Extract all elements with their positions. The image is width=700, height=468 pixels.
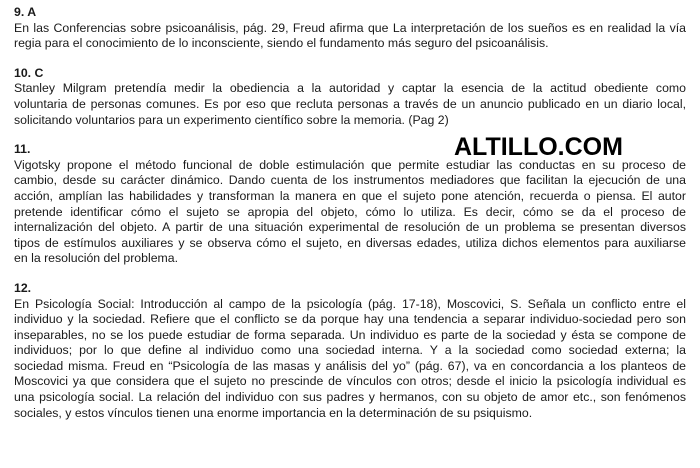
answer-paragraph [14,297,686,422]
paragraph-line: inseparables, no se los puede estudiar de forma separada. Un individuo es parte de la sociedad y ésta se compone de [14,327,686,342]
paragraph-line: pretende identificar cómo el sujeto se apropia del objeto, cómo lo utiliza. Es decir, cómo se da el proceso de [14,204,686,219]
paragraph-line: voluntaria de personas comunes. Es por eso que recluta personas a través de un anuncio publicado en un diario local, [14,96,686,111]
paragraph-line: sociedad misma. Freud en “Psicología de las masas y análisis del yo” (pág. 67), va en concordancia a los planteos de [14,358,686,373]
answer-section-10 [14,66,686,128]
paragraph-line: en la resolución del problema. [14,251,179,266]
paragraph-line: acción, amplían las habilidades y transforman la manera en que el sujeto pone atención, recuerda o piensa. El autor [14,188,686,203]
paragraph-line: una psicología social. La relación del individuo con sus padres y hermanos, con su objeto de amor etc., son fenómenos [14,390,686,405]
answer-section-12 [14,281,686,421]
paragraph-line: individuos; por lo que define al individuo como una sociedad interna. Y a la sociedad como sociedad externa; la [14,343,686,358]
answer-heading: 9. A [14,5,37,19]
answer-heading: 10. C [14,65,44,80]
paragraph-line: regia para el conocimiento de lo inconsciente, siendo el fundamento más seguro del psicoanálisis. [14,36,549,51]
paragraph-line: tipos de estímulos auxiliares y se observa cómo el sujeto, en diversas edades, utiliza dichos elementos para auxiliarse [14,235,686,250]
paragraph-line: En Psicología Social: Introducción al campo de la psicología (pág. 17-18), Moscovici, S. Señala un conflicto entre el [14,296,686,311]
document-page [14,5,686,435]
answer-paragraph [14,158,686,267]
answer-paragraph [14,81,686,128]
paragraph-line: Moscovici ya que considera que el sujeto no prescinde de vínculos con otros; desde el inicio la psicología individual es [14,374,686,389]
answer-paragraph [14,21,686,52]
paragraph-line: En las Conferencias sobre psicoanálisis, pág. 29, Freud afirma que La interpretación de los sueños es en realidad la vía [14,20,686,35]
paragraph-line: cambio, desde su carácter dinámico. Dando cuenta de los instrumentos mediadores que facilitan la ejecución de una [14,173,686,188]
paragraph-line: sociales, y estos vínculos tienen una enorme importancia en la determinación de su psiquismo. [14,405,533,420]
answer-heading: 11. [14,142,31,157]
paragraph-line: solicitando voluntarios para un experimento científico sobre la memoria. (Pag 2) [14,112,449,127]
answer-heading: 12. [14,280,32,295]
paragraph-line: Vigotsky propone el método funcional de doble estimulación que permite estudiar las conductas en su proceso de [14,157,686,172]
altillo-watermark: ALTILLO.COM [454,133,623,161]
paragraph-line: individuo y la sociedad. Refiere que el conflicto se da porque hay una tendencia a separar individuo-sociedad pero son [14,312,686,327]
answer-section-9 [14,5,686,52]
paragraph-line: internalización del objeto. A partir de una situación experimental de resolución de un problema se presentan diversos [14,220,686,235]
paragraph-line: Stanley Milgram pretendía medir la obediencia a la autoridad y captar la esencia de la actitud obediente como [14,81,686,96]
